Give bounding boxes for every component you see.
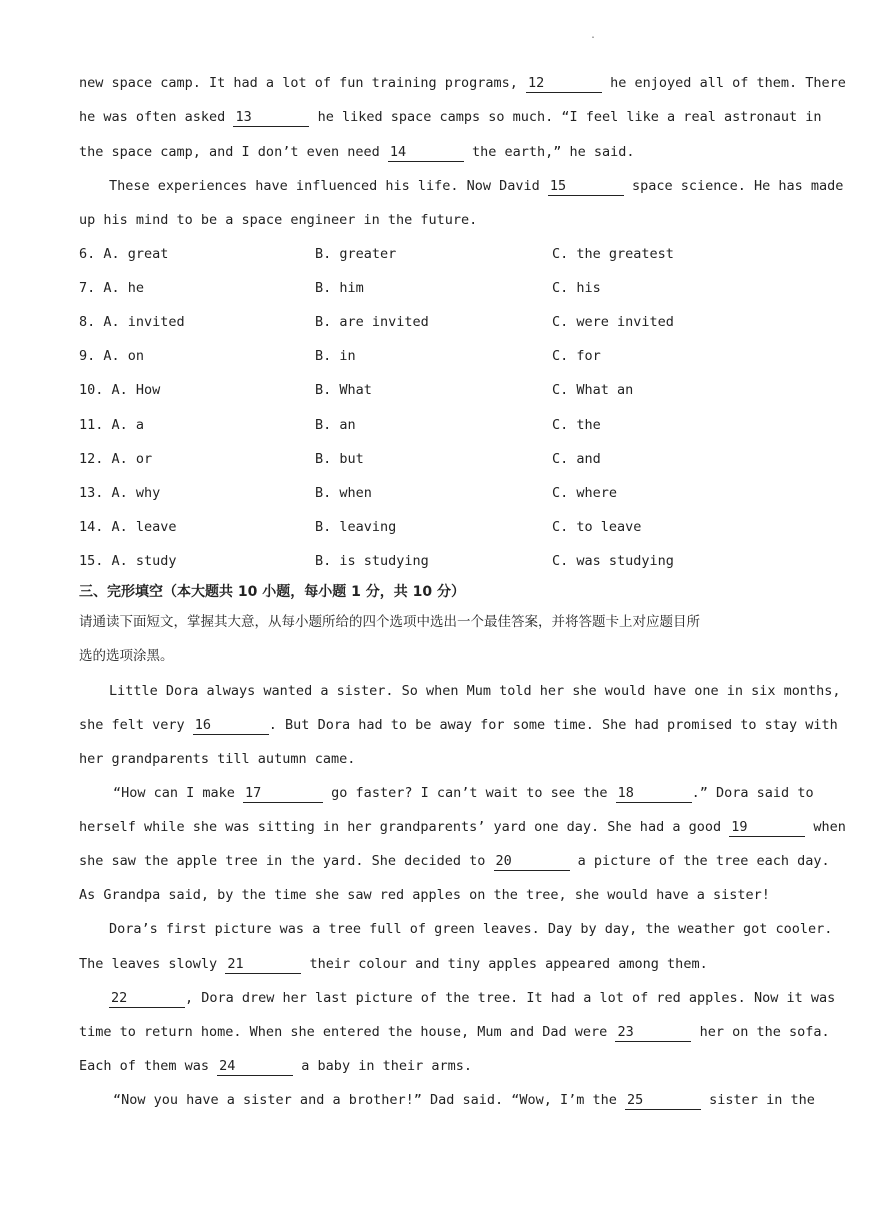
option-b: B. him — [315, 280, 364, 296]
option-a-text: A. or — [111, 451, 153, 467]
option-a-text: A. leave — [111, 519, 177, 535]
passage2-line: Dora’s first picture was a tree full of green leaves. Day by day, the weather got cooler. — [109, 921, 833, 937]
option-a — [79, 415, 144, 435]
blank-19: 19 — [729, 819, 805, 837]
instruction-line: 请通读下面短文，掌握其大意，从每小题所给的四个选项中选出一个最佳答案，并将答题卡上对应题目所 — [79, 614, 700, 630]
text: he liked space camps so much. “I feel like a real astronaut in — [309, 109, 822, 125]
blank-22: 22 — [109, 990, 185, 1008]
passage2-line — [79, 1022, 830, 1042]
blank-16: 16 — [193, 717, 269, 735]
blank-23: 23 — [615, 1024, 691, 1042]
option-b: B. in — [315, 348, 356, 364]
blank-14: 14 — [388, 144, 464, 162]
option-row — [79, 278, 791, 298]
option-a-text: A. he — [103, 280, 145, 296]
option-b: B. are invited — [315, 314, 429, 330]
option-a — [79, 278, 144, 298]
option-row — [79, 517, 791, 537]
passage2-line — [79, 715, 838, 735]
page-mark: . — [590, 30, 597, 41]
text: sister in the — [701, 1092, 815, 1108]
text: go faster? I can’t wait to see the — [323, 785, 616, 801]
passage1-line — [109, 176, 844, 196]
text: the earth,” he said. — [463, 144, 635, 160]
option-a — [79, 380, 160, 400]
text: “Now you have a sister and a brother!” Dad said. “Wow, I’m the — [113, 1092, 626, 1108]
option-a — [79, 449, 152, 469]
text: a baby in their arms. — [293, 1058, 472, 1074]
question-number: 15. — [79, 553, 104, 569]
option-a — [79, 517, 177, 537]
text: she felt very — [79, 717, 193, 733]
section-heading: 三、完形填空（本大题共 10 小题，每小题 1 分，共 10 分） — [79, 584, 465, 600]
text: . But Dora had to be away for some time. She had promised to stay with — [268, 717, 838, 733]
option-c: C. was studying — [552, 553, 674, 569]
option-b: B. leaving — [315, 519, 397, 535]
instruction-line: 选的选项涂黑。 — [79, 648, 174, 664]
passage1-line: up his mind to be a space engineer in the future. — [79, 212, 478, 228]
option-a — [79, 312, 185, 332]
option-row — [79, 312, 791, 332]
option-c: C. the greatest — [552, 246, 674, 262]
passage2-line: her grandparents till autumn came. — [79, 751, 356, 767]
option-row — [79, 346, 791, 366]
blank-21: 21 — [225, 956, 301, 974]
question-number: 9. — [79, 348, 96, 364]
question-number: 13. — [79, 485, 104, 501]
question-number: 12. — [79, 451, 104, 467]
question-number: 11. — [79, 417, 104, 433]
option-b: B. an — [315, 417, 356, 433]
option-c: C. where — [552, 485, 618, 501]
option-a-text: A. on — [103, 348, 145, 364]
passage1-line — [79, 73, 846, 93]
option-a — [79, 346, 144, 366]
option-b: B. but — [315, 451, 364, 467]
option-c: C. for — [552, 348, 601, 364]
passage2-line — [79, 954, 791, 974]
text: Each of them was — [79, 1058, 218, 1074]
option-c: C. his — [552, 280, 601, 296]
blank-18: 18 — [616, 785, 692, 803]
text: .” Dora said to — [691, 785, 814, 801]
text: the space camp, and I don’t even need — [79, 144, 388, 160]
option-b: B. greater — [315, 246, 397, 262]
passage2-line — [79, 851, 830, 871]
passage2-line — [79, 817, 846, 837]
passage1-line — [79, 107, 822, 127]
option-a — [79, 483, 160, 503]
text: , Dora drew her last picture of the tree. It had a lot of red apples. Now it was — [185, 990, 836, 1006]
blank-25: 25 — [625, 1092, 701, 1110]
passage1-line — [79, 142, 791, 162]
option-row — [79, 244, 791, 264]
option-row — [79, 449, 791, 469]
blank-17: 17 — [243, 785, 323, 803]
option-a-text: A. How — [111, 382, 161, 398]
text: new space camp. It had a lot of fun training programs, — [79, 75, 527, 91]
option-row — [79, 483, 791, 503]
passage2-line — [113, 783, 814, 803]
option-a — [79, 551, 177, 571]
text: he enjoyed all of them. There — [602, 75, 846, 91]
blank-15: 15 — [548, 178, 624, 196]
text: he was often asked — [79, 109, 234, 125]
text: The leaves slowly — [79, 956, 226, 972]
option-a-text: A. invited — [103, 314, 185, 330]
text: a picture of the tree each day. — [569, 853, 830, 869]
blank-24: 24 — [217, 1058, 293, 1076]
passage2-line — [113, 1090, 815, 1110]
question-number: 8. — [79, 314, 96, 330]
option-b: B. when — [315, 485, 372, 501]
option-a — [79, 244, 168, 264]
passage2-line: As Grandpa said, by the time she saw red apples on the tree, she would have a sister! — [79, 887, 770, 903]
text: “How can I make — [113, 785, 244, 801]
question-number: 6. — [79, 246, 96, 262]
text: their colour and tiny apples appeared among them. — [301, 956, 708, 972]
text: when — [805, 819, 846, 835]
text: her on the sofa. — [691, 1024, 830, 1040]
passage2-line — [79, 1056, 791, 1076]
passage2-line: Little Dora always wanted a sister. So when Mum told her she would have one in six months, — [109, 683, 841, 699]
option-c: C. the — [552, 417, 601, 433]
option-row — [79, 415, 791, 435]
option-c: C. What an — [552, 382, 634, 398]
blank-20: 20 — [494, 853, 570, 871]
option-c: C. were invited — [552, 314, 674, 330]
question-number: 10. — [79, 382, 104, 398]
passage2-line — [109, 988, 836, 1008]
question-number: 7. — [79, 280, 96, 296]
option-c: C. and — [552, 451, 601, 467]
option-row — [79, 551, 791, 571]
text: herself while she was sitting in her grandparents’ yard one day. She had a good — [79, 819, 730, 835]
option-c: C. to leave — [552, 519, 642, 535]
question-number: 14. — [79, 519, 104, 535]
text: These experiences have influenced his life. Now David — [109, 178, 548, 194]
blank-12: 12 — [526, 75, 602, 93]
option-b: B. is studying — [315, 553, 429, 569]
text: time to return home. When she entered the house, Mum and Dad were — [79, 1024, 616, 1040]
text: she saw the apple tree in the yard. She decided to — [79, 853, 494, 869]
option-b: B. What — [315, 382, 372, 398]
text: space science. He has made — [623, 178, 844, 194]
option-a-text: A. why — [111, 485, 161, 501]
option-a-text: A. a — [111, 417, 145, 433]
blank-13: 13 — [233, 109, 309, 127]
option-a-text: A. study — [111, 553, 177, 569]
option-a-text: A. great — [103, 246, 169, 262]
option-row — [79, 380, 791, 400]
